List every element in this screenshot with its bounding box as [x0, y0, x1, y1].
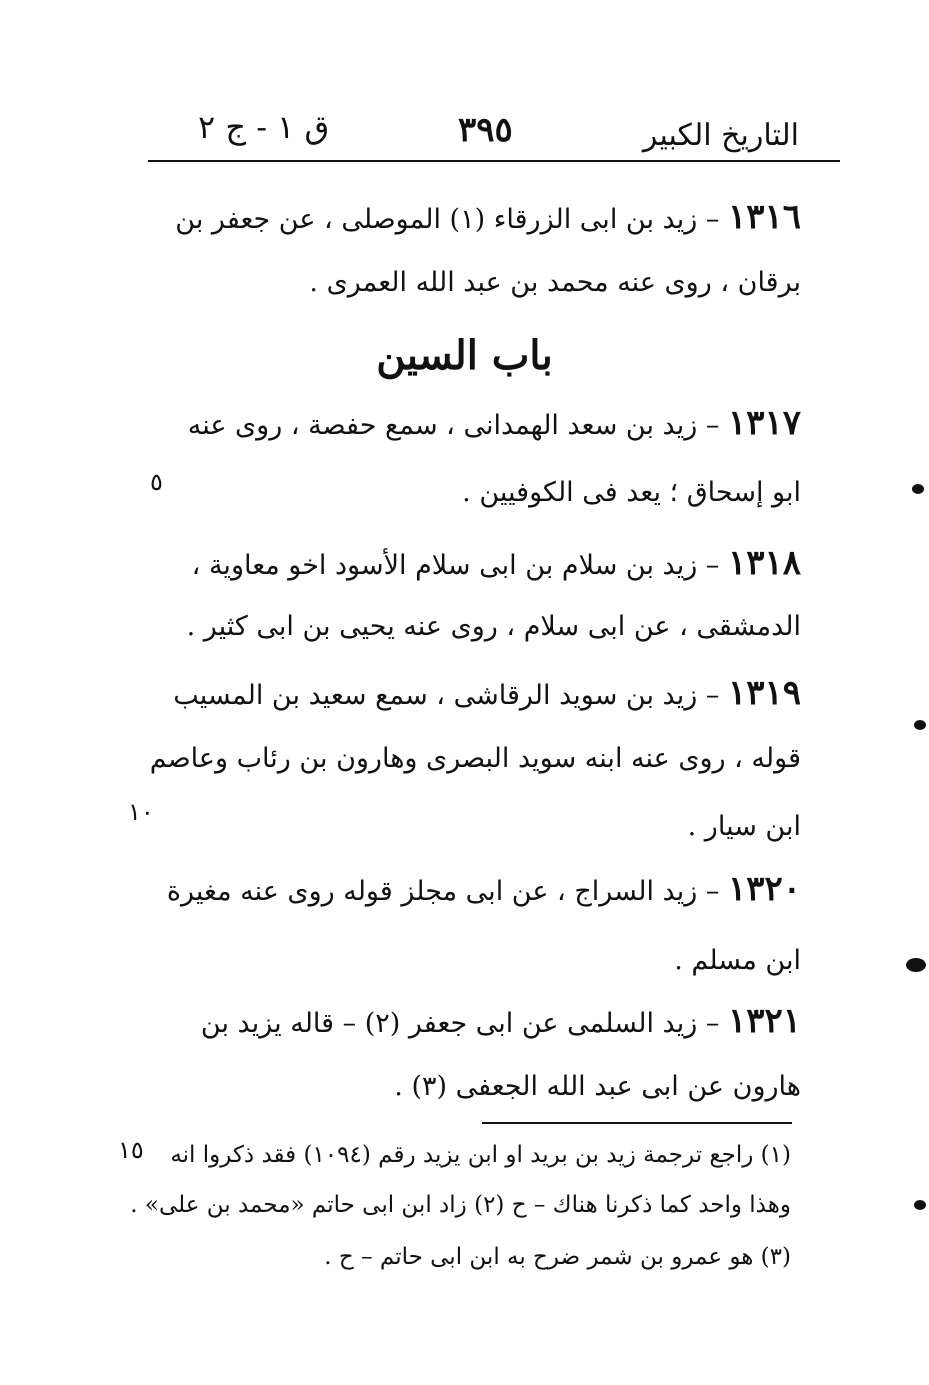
scan-speck: [914, 720, 926, 730]
footnote-rule: [482, 1122, 792, 1124]
entry-1316-line2: برقان ، روى عنه محمد بن عبد الله العمرى .: [309, 267, 801, 298]
footnote-1: (١) راجع ترجمة زيد بن بريد او ابن يزيد رقم (١٠٩٤) فقد ذكروا انه: [170, 1142, 791, 1168]
entry-1320-line1: [166, 869, 801, 909]
entry-1321-line2: هارون عن ابى عبد الله الجعفى (٣) .: [394, 1071, 801, 1102]
entry-1319-line2: قوله ، روى عنه ابنه سويد البصرى وهارون بن رئاب وعاصم: [149, 743, 801, 774]
scan-speck: [914, 1200, 926, 1210]
entry-1317-line1: [187, 403, 801, 443]
entry-1320-line2: ابن مسلم .: [674, 945, 801, 976]
entry-1321-line1: [200, 1001, 801, 1041]
entry-1319-line3: ابن سيار .: [687, 811, 801, 842]
footnote-2: وهذا واحد كما ذكرنا هناك – ح (٢) زاد ابن ابى حاتم «محمد بن على» .: [130, 1192, 791, 1218]
chapter-heading: باب السين: [376, 332, 553, 379]
entry-text: – زيد بن سعد الهمدانى ، سمع حفصة ، روى عنه: [187, 410, 728, 441]
margin-line-number: ٥: [150, 468, 163, 496]
scan-speck: [912, 484, 924, 494]
entry-1318-line2: الدمشقى ، عن ابى سلام ، روى عنه يحيى بن ابى كثير .: [186, 611, 801, 642]
entry-number: ١٣٢١: [727, 1001, 801, 1041]
entry-number: ١٣١٦: [727, 197, 801, 237]
entry-1316-line1: [175, 197, 801, 237]
footnote-3: (٣) هو عمرو بن شمر ضرح به ابن ابى حاتم – ح .: [324, 1244, 791, 1270]
header-rule: [148, 160, 840, 162]
entry-number: ١٣١٩: [727, 673, 801, 713]
scan-speck: [906, 958, 926, 972]
entry-number: ١٣٢٠: [727, 869, 801, 909]
entry-number: ١٣١٨: [727, 543, 801, 583]
margin-line-number: ١٥: [118, 1136, 144, 1164]
entry-number: ١٣١٧: [727, 403, 801, 443]
entry-1319-line1: [173, 673, 801, 713]
entry-1318-line1: [191, 543, 801, 583]
entry-1317-line2: ابو إسحاق ؛ يعد فى الكوفيين .: [462, 477, 801, 508]
entry-text: – زيد بن سلام بن ابى سلام الأسود اخو معاوية ،: [191, 550, 728, 581]
volume-marker: ق ١ - ج ٢: [198, 108, 330, 146]
entry-text: – زيد السلمى عن ابى جعفر (٢) – قاله يزيد بن: [200, 1008, 728, 1039]
entry-text: – زيد بن سويد الرقاشى ، سمع سعيد بن المسيب: [173, 680, 728, 711]
page-number: ٣٩٥: [458, 110, 513, 150]
margin-line-number: ١٠: [128, 798, 154, 826]
entry-text: – زيد السراج ، عن ابى مجلز قوله روى عنه مغيرة: [166, 876, 728, 907]
entry-text: – زيد بن ابى الزرقاء (١) الموصلى ، عن جعفر بن: [175, 204, 728, 235]
running-title: التاريخ الكبير: [642, 118, 799, 153]
